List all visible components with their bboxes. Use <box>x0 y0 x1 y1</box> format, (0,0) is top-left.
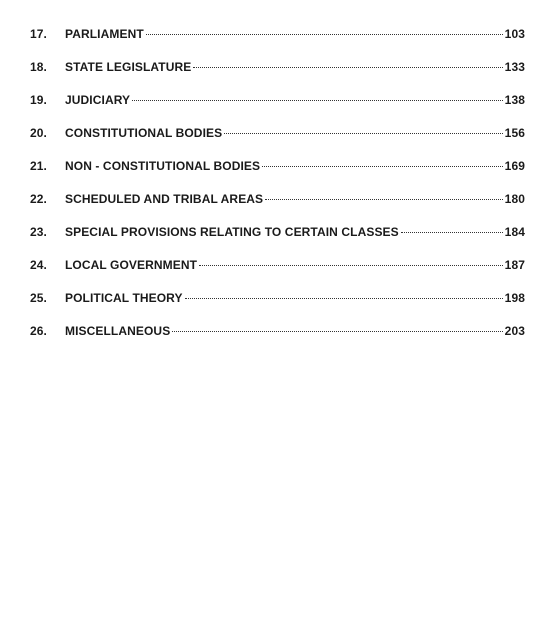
toc-entry-number: 19. <box>30 93 47 107</box>
toc-entry-number: 18. <box>30 60 47 74</box>
toc-entry-number: 25. <box>30 291 47 305</box>
toc-entry-title: PARLIAMENT <box>65 27 144 41</box>
toc-entry-number: 21. <box>30 159 47 173</box>
toc-entry-page: 156 <box>504 126 525 140</box>
toc-entry-page: 198 <box>504 291 525 305</box>
toc-entry-page: 184 <box>504 225 525 239</box>
toc-entry-special-provisions <box>30 225 525 258</box>
toc-dot-leader <box>172 331 502 332</box>
toc-dot-leader <box>265 199 503 200</box>
toc-dot-leader <box>132 100 503 101</box>
toc-entry-judiciary <box>30 93 525 126</box>
toc-dot-leader <box>262 166 503 167</box>
toc-entry-title: SCHEDULED AND TRIBAL AREAS <box>65 192 264 206</box>
toc-dot-leader <box>193 67 502 68</box>
toc-entry-scheduled-tribal-areas <box>30 192 525 225</box>
toc-dot-leader <box>401 232 503 233</box>
toc-entry-page: 103 <box>504 27 525 41</box>
toc-dot-leader <box>224 133 502 134</box>
toc-entry-constitutional-bodies <box>30 126 525 159</box>
toc-entry-non-constitutional-bodies <box>30 159 525 192</box>
toc-entry-number: 24. <box>30 258 47 272</box>
toc-entry-political-theory <box>30 291 525 324</box>
toc-entry-number: 26. <box>30 324 47 338</box>
toc-entry-number: 20. <box>30 126 47 140</box>
toc-entry-number: 23. <box>30 225 47 239</box>
toc-entry-title: STATE LEGISLATURE <box>65 60 192 74</box>
toc-entry-number: 17. <box>30 27 47 41</box>
toc-entry-miscellaneous <box>30 324 525 357</box>
toc-entry-page: 203 <box>504 324 525 338</box>
toc-entry-title: MISCELLANEOUS <box>65 324 171 338</box>
toc-entry-title: NON - CONSTITUTIONAL BODIES <box>65 159 261 173</box>
toc-entry-state-legislature <box>30 60 525 93</box>
toc-entry-page: 180 <box>504 192 525 206</box>
toc-dot-leader <box>199 265 503 266</box>
toc-dot-leader <box>185 298 503 299</box>
toc-entry-local-government <box>30 258 525 291</box>
toc-entry-page: 169 <box>504 159 525 173</box>
toc-entry-title: LOCAL GOVERNMENT <box>65 258 198 272</box>
toc-entry-parliament <box>30 27 525 60</box>
toc-entry-title: SPECIAL PROVISIONS RELATING TO CERTAIN CLASSES <box>65 225 399 239</box>
table-of-contents <box>30 27 525 357</box>
toc-entry-title: CONSTITUTIONAL BODIES <box>65 126 223 140</box>
toc-entry-page: 133 <box>504 60 525 74</box>
toc-entry-page: 187 <box>504 258 525 272</box>
toc-entry-page: 138 <box>504 93 525 107</box>
toc-dot-leader <box>146 34 503 35</box>
toc-entry-number: 22. <box>30 192 47 206</box>
toc-entry-title: POLITICAL THEORY <box>65 291 183 305</box>
toc-entry-title: JUDICIARY <box>65 93 131 107</box>
